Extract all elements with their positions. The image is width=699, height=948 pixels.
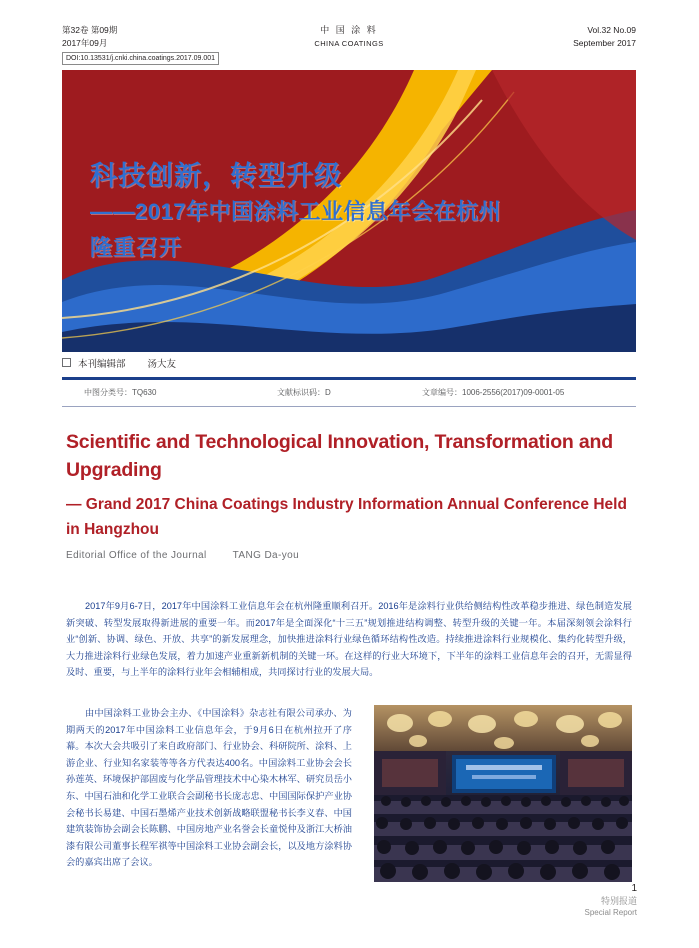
- page-number: 1: [631, 883, 637, 894]
- cover-illustration: [62, 70, 636, 352]
- english-author: TANG Da-you: [232, 550, 300, 561]
- english-subtitle: — Grand 2017 China Coatings Industry Information Annual Conference Held in Hangzhou: [66, 496, 627, 538]
- cover-title-line1: 科技创新，转型升级: [90, 161, 342, 191]
- square-marker-icon: [62, 358, 71, 367]
- volume-issue-cn: 第32卷 第09期: [62, 25, 118, 35]
- english-byline: [66, 550, 632, 561]
- classification-row: [62, 384, 636, 404]
- english-title: Scientific and Technological Innovation, Transformation and Upgrading: [66, 431, 613, 481]
- section-label-cn: 特别报道: [600, 896, 637, 906]
- volume-issue-en: Vol.32 No.09: [587, 25, 636, 35]
- divider-thin: [62, 406, 636, 407]
- doi-text: DOI:10.13531/j.cnki.china.coatings.2017.09.001: [62, 52, 219, 65]
- document-code: 文献标识码：D: [277, 388, 331, 397]
- body-paragraph-1: 2017年9月6-7日，2017年中国涂料工业信息年会在杭州隆重顺利召开。2016年是涂料行业供给侧结构性改革稳步推进、绿色制造发展新突破、转型发展取得新进展的重要一年。而2017年是全面深化“十三五”规划推进结构调整、转型升级的关键一年。本届深刻领会涂料行业“创新、协调、绿色、开放、共享”的新发展理念，加快推进涂料行业绿色循环结构性改造。持续推进涂料行业规模化、集约化转型升级，大力推进涂料行业绿色发展，着力加速产业重新新机制的关键一环。在这样的行业大环境下，下半年的涂料工业信息年会的召开，无需显得及时、重要，与上半年的涂料行业年会相辅相成，共同探讨行业的发展大局。: [66, 601, 632, 677]
- conference-photo: [374, 705, 632, 882]
- journal-name-en: CHINA COATINGS: [314, 39, 384, 48]
- journal-name-cn: 中 国 涂 料: [320, 25, 378, 35]
- cn-classification: 中图分类号：TQ630: [84, 388, 157, 397]
- article-id: 文章编号：1006-2556(2017)09-0001-05: [422, 388, 565, 397]
- header-center: [62, 24, 636, 50]
- page-footer: [585, 882, 637, 918]
- divider-blue: [62, 377, 636, 380]
- byline: [62, 356, 636, 374]
- page-header: [62, 24, 636, 66]
- section-label-en: Special Report: [584, 908, 637, 917]
- header-right: [573, 24, 636, 50]
- date-cn: 2017年09月: [62, 38, 108, 48]
- cover-title-line2: ——2017年中国涂料工业信息年会在杭州: [90, 199, 501, 224]
- byline-author: 汤大友: [147, 359, 177, 370]
- conference-photo-graphic: [374, 705, 632, 882]
- cover-title-line3: 隆重召开: [90, 235, 183, 260]
- byline-office: 本刊编辑部: [78, 359, 126, 370]
- english-office: Editorial Office of the Journal: [66, 550, 207, 561]
- cover-title: [90, 158, 630, 266]
- date-en: September 2017: [573, 38, 636, 48]
- body-paragraph-2: 由中国涂料工业协会主办、《中国涂料》杂志社有限公司承办、为期两天的2017年中国涂料工业信息年会，于9月6日在杭州拉开了序幕。本次大会共吸引了来自政府部门、行业协会、科研院所、涂料、上游企业、行业知名家装等等各方代表达400名。中国涂料工业协会会长孙莲英、环境保护部固废与化学品管理技术中心染木林军、研究员岳小东、中国石油和化学工业联合会副秘书长庞志忠、中国国际保护产业协会秘书长易建、中国石墨烯产业技术创新战略联盟秘书长李义春、中国建筑装饰协会副会长陈鹏、中国房地产业名誉会长童悦仲及浙江大桥油漆有限公司董事长程军祺等中国涂料工业协会副会长，以及地方涂料协会的嘉宾出席了会议。: [66, 708, 352, 868]
